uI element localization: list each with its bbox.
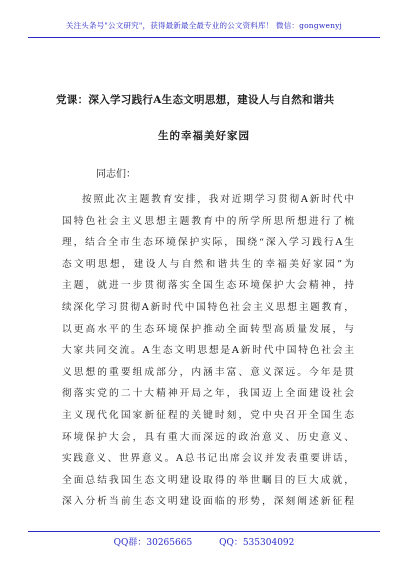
body-line: 大家共同交流。A生态文明思想是A新时代中国特色社会主 <box>62 345 354 357</box>
body-line: 以更高水平的生态环境保护推动全面转型高质量发展，与 <box>62 323 354 335</box>
body-line: 主义现代化国家新征程的关键时刻，党中央召开全国生态 <box>62 409 354 421</box>
body-line: 全面总结我国生态文明建设取得的举世瞩目的巨大成就， <box>62 474 354 486</box>
body-line: 环境保护大会，具有重大而深远的政治意义、历史意义、 <box>62 431 354 443</box>
footer <box>0 535 408 548</box>
body-line: 态文明思想，建设人与自然和谐共生的幸福美好家园”为 <box>62 258 354 270</box>
salutation: 同志们： <box>96 169 136 180</box>
body-line: 理，结合全市生态环境保护实际，围绕“深入学习践行A生 <box>62 237 354 249</box>
body-line: 实践意义、世界意义。A总书记出席会议并发表重要讲话， <box>62 453 354 465</box>
footer-divider <box>28 531 380 532</box>
document-title-line1: 党课：深入学习践行A生态文明思想，建设人与自然和谐共 <box>56 94 335 106</box>
body-line: 续深化学习贯彻A新时代中国特色社会主义思想主题教育， <box>62 301 354 313</box>
header-note: 关注头条号"公文研究"，获得最新最全最专业的公文资料库！ 微信：gongwenyj <box>65 21 343 30</box>
body-text <box>62 189 354 513</box>
footer-qq-group: QQ群：30265665 <box>113 538 193 548</box>
body-line: 深入分析当前生态文明建设面临的形势，深刻阐述新征程 <box>62 496 354 508</box>
body-line: 彻落实党的二十大精神开局之年，我国迈上全面建设社会 <box>62 388 354 400</box>
body-line: 按照此次主题教育安排，我对近期学习贯彻A新时代中 <box>82 194 354 205</box>
header-divider <box>28 37 380 38</box>
footer-qq-contact: QQ：535304092 <box>219 538 295 548</box>
body-line: 义思想的重要组成部分，内涵丰富、意义深远。今年是贯 <box>62 366 354 378</box>
document-title-line2: 生的幸福美好家园 <box>158 130 250 142</box>
body-line: 国特色社会主义思想主题教育中的所学所思所想进行了梳 <box>62 215 354 227</box>
body-line: 主题，就进一步贯彻落实全国生态环境保护大会精神，持 <box>62 280 354 292</box>
